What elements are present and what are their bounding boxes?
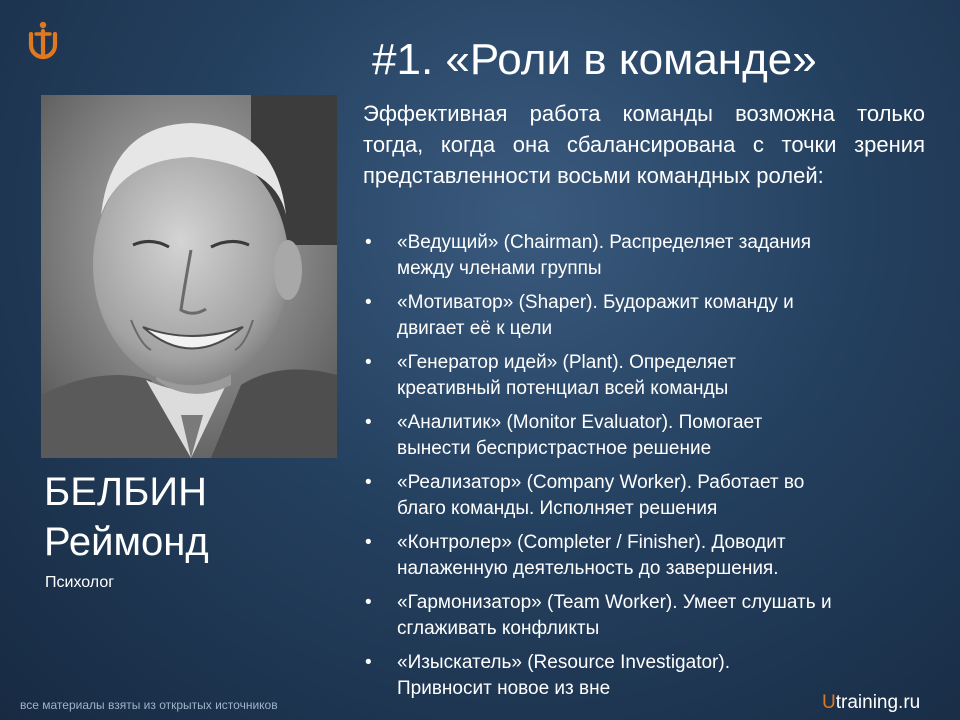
role-text: сглаживать конфликты [397, 618, 600, 639]
bullet-icon: • [365, 352, 372, 373]
roles-list [363, 230, 923, 710]
bullet-icon: • [365, 592, 372, 613]
role-text: креативный потенциал всей команды [397, 378, 729, 399]
role-text: между членами группы [397, 258, 602, 279]
bullet-icon: • [365, 652, 372, 673]
list-item [363, 530, 923, 582]
intro-paragraph: Эффективная работа команды возможна только тогда, когда она сбалансирована с точки зрения представленности восьми командных ролей: [363, 101, 925, 188]
utraining-logo-icon [24, 18, 62, 64]
role-text: «Аналитик» (Monitor Evaluator). Помогает [397, 412, 763, 433]
role-text: «Генератор идей» (Plant). Определяет [397, 352, 736, 373]
portrait-photo [41, 95, 337, 458]
role-text: вынести беспристрастное решение [397, 438, 712, 459]
slide-title: #1. «Роли в команде» [372, 35, 817, 84]
role-text: «Мотиватор» (Shaper). Будоражит команду и [397, 292, 794, 313]
list-item [363, 230, 923, 282]
bullet-icon: • [365, 472, 372, 493]
person-profession: Психолог [45, 574, 115, 591]
brand-rest: training.ru [835, 692, 921, 713]
person-name [44, 467, 209, 567]
footer-disclaimer: все материалы взяты из открытых источников [20, 698, 278, 712]
role-text: Привносит новое из вне [397, 678, 611, 699]
role-text: налаженную деятельность до завершения. [397, 558, 779, 579]
role-text: «Изыскатель» (Resource Investigator). [397, 652, 730, 673]
role-text: благо команды. Исполняет решения [397, 498, 718, 519]
person-surname: БЕЛБИН [44, 470, 208, 514]
person-first-name: Реймонд [44, 520, 209, 564]
role-text: «Реализатор» (Company Worker). Работает во [397, 472, 805, 493]
role-text: «Гармонизатор» (Team Worker). Умеет слушать и [397, 592, 832, 613]
brand-prefix: U [822, 692, 836, 713]
role-text: «Ведущий» (Chairman). Распределяет задания [397, 232, 812, 253]
role-text: двигает её к цели [397, 318, 553, 339]
role-text: «Контролер» (Completer / Finisher). Доводит [397, 532, 786, 553]
bullet-icon: • [365, 292, 372, 313]
list-item [363, 590, 923, 642]
bullet-icon: • [365, 412, 372, 433]
brand-link[interactable] [822, 692, 920, 714]
list-item [363, 350, 923, 402]
list-item [363, 410, 923, 462]
bullet-icon: • [365, 232, 372, 253]
bullet-icon: • [365, 532, 372, 553]
list-item [363, 470, 923, 522]
list-item [363, 290, 923, 342]
